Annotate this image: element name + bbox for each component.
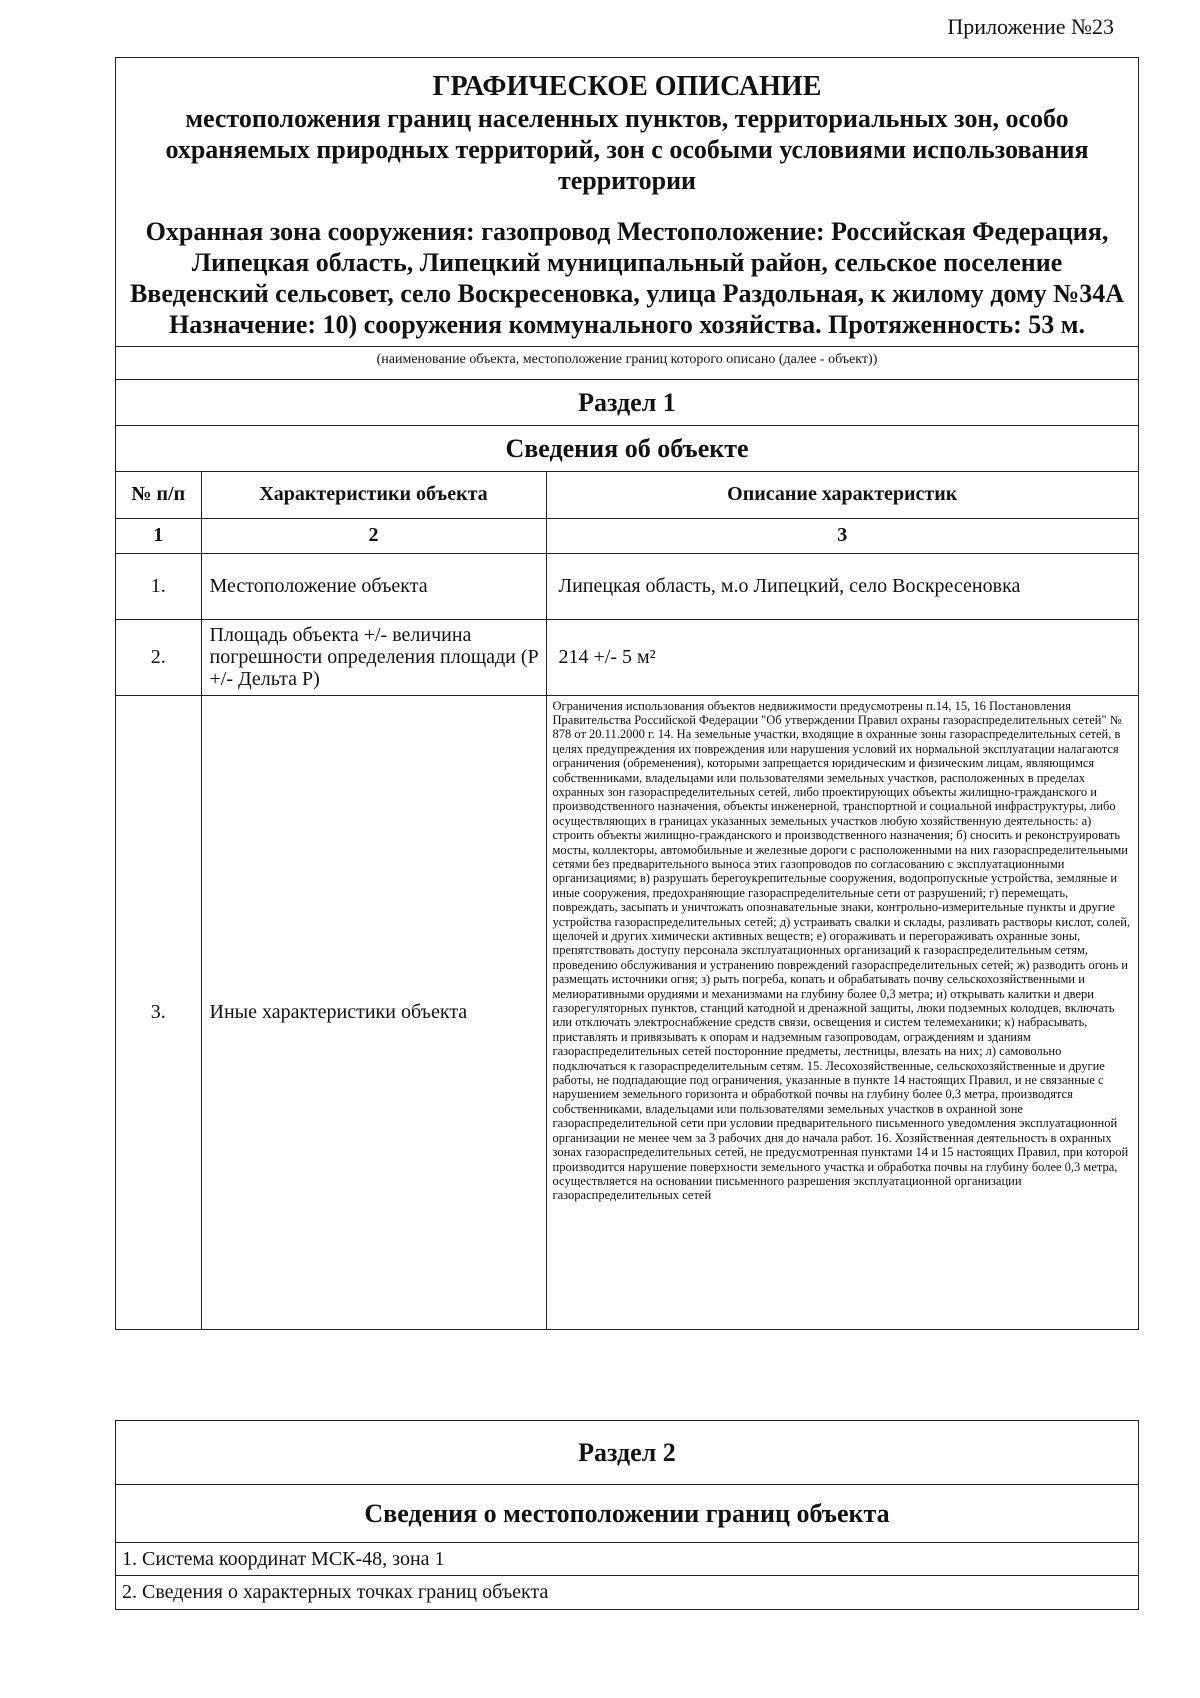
row-characteristic: Местоположение объекта xyxy=(201,553,546,619)
column-header-characteristic: Характеристики объекта xyxy=(201,472,546,518)
section1-block xyxy=(115,57,1139,1330)
section2-block xyxy=(115,1420,1139,1610)
table-row xyxy=(116,619,1138,695)
section1-subtitle: Сведения об объекте xyxy=(116,426,1138,472)
row-number: 2. xyxy=(116,619,201,695)
document-subtitle: местоположения границ населенных пунктов, территориальных зон, особо охраняемых природных территорий, зон с особыми условиями использования территории xyxy=(165,104,1089,195)
appendix-label: Приложение №23 xyxy=(947,14,1114,39)
row-characteristic: Площадь объекта +/- величина погрешности определения площади (Р +/- Дельта Р) xyxy=(201,619,546,695)
column-header-number: № п/п xyxy=(116,472,201,518)
column-numbers-row xyxy=(116,518,1138,553)
table-header-row xyxy=(116,472,1138,518)
points-header: 2. Сведения о характерных точках границ объекта xyxy=(122,1581,549,1603)
row-characteristic: Иные характеристики объекта xyxy=(201,695,546,1329)
object-info-table-wrapper xyxy=(116,472,1138,1329)
row-number: 1. xyxy=(116,553,201,619)
document-header xyxy=(116,58,1138,347)
column-number-2: 2 xyxy=(201,518,546,553)
row-number: 3. xyxy=(116,695,201,1329)
table-row xyxy=(116,695,1138,1329)
section2-title: Раздел 2 xyxy=(116,1421,1138,1485)
table-row xyxy=(116,553,1138,619)
row-description: Ограничения использования объектов недвижимости предусмотрены п.14, 15, 16 Постановления Правительства Российской Федерации "Об утверждении Правил охраны газораспределительных сетей" № 878 от 20.11.2000 г. 14. На земельные участки, входящие в охранные зоны газораспределительных сетей, в целях предупреждения их повреждения или нарушения условий их нормальной эксплуатации налагаются ограничения (обременения), которыми запрещается юридическим и физическим лицам, являющимся собственниками, владельцами или пользователями земельных участков, расположенных в пределах охранных зон газораспределительных сетей, либо проектирующих объекты жилищно-гражданского и производственного назначения, объекты инженерной, транспортной и социальной инфраструктуры, либо осуществляющих в границах указанных земельных участков любую хозяйственную деятельность: а) строить объекты жилищно-гражданского и производственного назначения; б) сносить и реконструировать мосты, коллекторы, автомобильные и железные дороги с расположенными на них газораспределительными сетями без предварительного выноса этих газопроводов по согласованию с эксплуатационными организациями; в) разрушать берегоукрепительные сооружения, водопропускные устройства, земляные и иные сооружения, предохраняющие газораспределительные сети от разрушений; г) перемещать, повреждать, засыпать и уничтожать опознавательные знаки, контрольно-измерительные пункты и другие устройства газораспределительных сетей; д) устраивать свалки и склады, разливать растворы кислот, солей, щелочей и других химически активных веществ; е) огораживать и перегораживать охранные зоны, препятствовать доступу персонала эксплуатационных организаций к газораспределительным сетям, проведению обслуживания и устранению повреждений газораспределительных сетей; ж) разводить огонь и размещать источники огня; з) рыть погреба, копать и обрабатывать почву сельскохозяйственными и мелиоративными орудиями и механизмами на глубину более 0,3 метра; и) открывать калитки и двери газорегуляторных пунктов, станций катодной и дренажной защиты, люки подземных колодцев, включать или отключать электроснабжение средств связи, освещения и систем телемеханики; к) набрасывать, приставлять и привязывать к опорам и надземным газопроводам, ограждениям и зданиям газораспределительных сетей посторонние предметы, лестницы, влезать на них; л) самовольно подключаться к газораспределительным сетям. 15. Лесохозяйственные, сельскохозяйственные и другие работы, не подпадающие под ограничения, указанные в пункте 14 настоящих Правил, и не связанные с нарушением земельного горизонта и обработкой почвы на глубину более 0,3 метра, производятся собственниками, владельцами или пользователями земельных участков в охранной зоне газораспределительной сети при условии предварительного письменного уведомления эксплуатационной организации не менее чем за 3 рабочих дня до начала работ. 16. Хозяйственная деятельность в охранных зонах газораспределительных сетей, не предусмотренная пунктами 14 и 15 настоящих Правил, при которой производится нарушение поверхности земельного участка и обработка почвы на глубину более 0,3 метра, осуществляется на основании письменного разрешения эксплуатационной организации газораспределительных сетей xyxy=(546,695,1138,1329)
object-caption: (наименование объекта, местоположение границ которого описано (далее - объект)) xyxy=(116,347,1138,380)
object-name: Охранная зона сооружения: газопровод Местоположение: Российская Федерация, Липецкая область, Липецкий муниципальный район, сельское поселение Введенский сельсовет, село Воскресеновка, улица Раздольная, к жилому дому №34А Назначение: 10) сооружения коммунального хозяйства. Протяженность: 53 м. xyxy=(129,217,1125,339)
section1-title: Раздел 1 xyxy=(116,380,1138,426)
column-number-1: 1 xyxy=(116,518,201,553)
document-title: ГРАФИЧЕСКОЕ ОПИСАНИЕ xyxy=(432,71,822,102)
section2-subtitle: Сведения о местоположении границ объекта xyxy=(116,1485,1138,1543)
column-number-3: 3 xyxy=(546,518,1138,553)
coordinate-system: 1. Система координат МСК-48, зона 1 xyxy=(116,1543,1138,1576)
column-header-description: Описание характеристик xyxy=(546,472,1138,518)
object-info-table xyxy=(116,472,1138,1329)
row-description: Липецкая область, м.о Липецкий, село Воскресеновка xyxy=(546,553,1138,619)
row-description: 214 +/- 5 м² xyxy=(546,619,1138,695)
